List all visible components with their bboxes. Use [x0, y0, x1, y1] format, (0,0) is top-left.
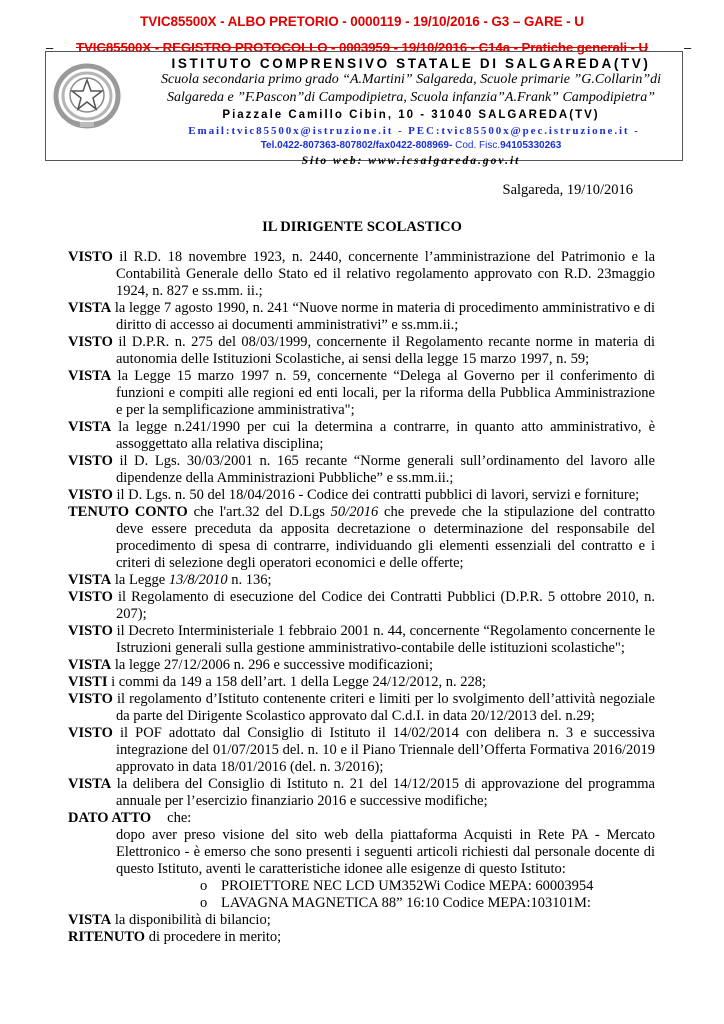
school-phone: Tel.0422-807363-807802/fax0422-808969-: [260, 140, 453, 151]
recital-text: il Regolamento di esecuzione del Codice dei Contratti Pubblici (D.P.R. 5 ottobre 2010, n. 207);: [112, 589, 655, 622]
recital-text: la delibera del Consiglio di Istituto n. 21 del 14/12/2015 di approvazione del programma annuale per l’esercizio finanziario 2016 e successive modifiche;: [111, 776, 655, 809]
protocollo-stamp: TVIC85500X - REGISTRO PROTOCOLLO - 0003959 - 19/10/2016 - C14a - Pratiche generali - U: [75, 40, 648, 55]
recital-paragraph: [68, 419, 655, 453]
recital-text: la legge 7 agosto 1990, n. 241 “Nuove norme in materia di procedimento amministrativo e di diritto di accesso ai documenti amministrativi” e ss.mm.ii.;: [111, 300, 655, 333]
recital-text: che prevede che la stipulazione del contratto deve essere preceduta da apposita decretazione o determinazione del responsabile del procedimento di spesa di contrarre, individuando gli elementi essenziali del contratto e i criteri di selezione degli operatori economici e delle offerte;: [116, 504, 655, 571]
recital-paragraph: [68, 674, 655, 691]
recital-text: la legge n.241/1990 per cui la determina a contrarre, in quanto atto amministrativo, è assoggettato alla relativa disciplina;: [111, 419, 655, 452]
closing-keyword: RITENUTO: [68, 929, 146, 945]
recital-keyword: VISTA: [68, 776, 112, 792]
school-subtitle-line1: Scuola secondaria primo grado “A.Martini” Salgareda, Scuole primarie ”G.Collarin”di: [161, 72, 661, 87]
recital-paragraph: [68, 504, 655, 572]
recital-text: il D. Lgs. n. 50 del 18/04/2016 - Codice dei contratti pubblici di lavori, servizi e forniture;: [112, 487, 640, 503]
recital-paragraph: [68, 572, 655, 589]
list-item-text: PROIETTORE NEC LCD UM352Wi Codice MEPA: 60003954: [221, 878, 594, 894]
recital-paragraph: [68, 300, 655, 334]
recital-keyword: VISTI: [68, 674, 108, 690]
recital-keyword: VISTO: [68, 691, 113, 707]
list-bullet: o: [200, 878, 208, 894]
document-title: IL DIRIGENTE SCOLASTICO: [262, 219, 462, 235]
school-name: ISTITUTO COMPRENSIVO STATALE DI SALGAREDA(TV): [171, 56, 651, 71]
recital-paragraph: [68, 368, 655, 419]
recital-text: il D. Lgs. 30/03/2001 n. 165 recante “Norme generali sull’ordinamento del lavoro alle dipendenze della Amministrazioni Pubbliche” e ss.mm.ii.;: [112, 453, 655, 486]
recital-paragraph: [68, 657, 655, 674]
list-item: [68, 878, 655, 895]
recital-keyword: VISTO: [68, 453, 113, 469]
stamp-dash-right: –: [684, 40, 692, 55]
recital-keyword: VISTA: [68, 300, 112, 316]
recital-keyword: VISTO: [68, 487, 113, 503]
list-item-text: LAVAGNA MAGNETICA 88” 16:10 Codice MEPA:103101M:: [221, 895, 591, 911]
closing-text: la disponibilità di bilancio;: [111, 912, 271, 928]
closing-line: [68, 912, 655, 929]
recital-paragraph: [68, 334, 655, 368]
recital-text: i commi da 149 a 158 dell’art. 1 della Legge 24/12/2012, n. 228;: [107, 674, 487, 690]
document-body: [68, 249, 655, 946]
recital-paragraph: [68, 249, 655, 300]
recital-text: il Decreto Interministeriale 1 febbraio 2001 n. 44, concernente “Regolamento concernente le Istruzioni generali sulla gestione amministrativo-contabile delle istituzioni scolastiche";: [112, 623, 655, 656]
recitals-list: [68, 249, 655, 810]
stamp-dash-left: –: [46, 40, 54, 55]
recital-paragraph: [68, 589, 655, 623]
recital-text: il R.D. 18 novembre 1923, n. 2440, concernente l’amministrazione del Patrimonio e la Contabilità Generale dello Stato ed il relativo regolamento approvato con R.D. 23maggio 1924, n. 827 e ss.mm. ii.;: [112, 249, 655, 299]
closing-keyword: VISTA: [68, 912, 112, 928]
school-address: Piazzale Camillo Cibin, 10 - 31040 SALGAREDA(TV): [222, 109, 600, 121]
recital-text: il POF adottato dal Consiglio di Istituto il 14/02/2014 con delibera n. 3 e successiva integrazione del 01/07/2015 del. n. 10 e il Piano Triennale dell’Offerta Formativa 2016/2019 approvato in data 18/01/2016 (del. n. 3/2016);: [112, 725, 655, 775]
list-bullet: o: [200, 895, 208, 911]
recital-keyword: VISTA: [68, 572, 112, 588]
dato-atto-text: dopo aver preso visione del sito web della piattaforma Acquisti in Rete PA - Mercato Elettronico - è emerso che sono presenti i seguenti articoli richiesti dal personale docente di questo Istituto, aventi le caratteristiche idonee alle esigenze di questo Istituto:: [116, 827, 655, 877]
school-website[interactable]: Sito web: www.icsalgareda.gov.it: [301, 155, 521, 167]
recital-paragraph: [68, 487, 655, 504]
tax-code-label: Cod. Fisc.: [452, 140, 501, 151]
school-email[interactable]: Email:tvic85500x@istruzione.it - PEC:tvic85500x@pec.istruzione.it -: [188, 125, 640, 137]
recital-text: la Legge 15 marzo 1997 n. 59, concernente “Delega al Governo per il conferimento di funzioni e compiti alle regioni ed enti locali, per la riforma della Pubblica Amministrazione e per la semplificazione amministrativa";: [111, 368, 655, 418]
recital-keyword: VISTA: [68, 657, 112, 673]
recital-keyword: TENUTO CONTO: [68, 504, 188, 520]
recital-keyword: VISTA: [68, 368, 112, 384]
tax-code-value: 94105330263: [500, 140, 562, 151]
recital-paragraph: [68, 453, 655, 487]
recital-text: la Legge: [111, 572, 169, 588]
dato-atto-line: [68, 810, 655, 827]
items-list: [68, 878, 655, 912]
recital-keyword: VISTA: [68, 419, 112, 435]
closing-text: di procedere in merito;: [145, 929, 282, 945]
recital-paragraph: [68, 623, 655, 657]
albo-pretorio-stamp: TVIC85500X - ALBO PRETORIO - 0000119 - 19/10/2016 - G3 – GARE - U: [140, 14, 584, 29]
recital-text: il regolamento d’Istituto contenente criteri e limiti per lo svolgimento dell’attività negoziale da parte del Dirigente Scolastico approvato dal C.d.I. in data 20/12/2013 del. n.29;: [112, 691, 655, 724]
recital-keyword: VISTO: [68, 249, 113, 265]
dato-atto-che: che:: [167, 810, 192, 826]
recital-paragraph: [68, 691, 655, 725]
dato-atto-keyword: DATO ATTO: [68, 810, 152, 826]
document-date: Salgareda, 19/10/2016: [502, 182, 633, 198]
recital-text: che l'art.32 del D.Lgs: [187, 504, 331, 520]
recital-text: la legge 27/12/2006 n. 296 e successive modificazioni;: [111, 657, 433, 673]
recital-keyword: VISTO: [68, 725, 113, 741]
closing-line: [68, 929, 655, 946]
recital-italic-text: 50/2016: [330, 504, 379, 520]
recital-paragraph: [68, 776, 655, 810]
letterhead: [45, 51, 683, 167]
list-item: [68, 895, 655, 912]
recital-keyword: VISTO: [68, 334, 113, 350]
recital-text: il D.P.R. n. 275 del 08/03/1999, concernente il Regolamento recante norme in materia di autonomia delle Istituzioni Scolastiche, ai sensi della legge 15 marzo 1997, n. 59;: [112, 334, 655, 367]
recital-text: n. 136;: [227, 572, 272, 588]
school-phone-line: [146, 140, 676, 151]
recital-keyword: VISTO: [68, 589, 113, 605]
school-subtitle-line2: Salgareda e ”F.Pascon”di Campodipietra, Scuola infanzia”A.Frank” Campodipietra”: [166, 90, 656, 105]
recital-italic-text: 13/8/2010: [168, 572, 228, 588]
recital-keyword: VISTO: [68, 623, 113, 639]
republic-emblem-icon: [52, 58, 122, 130]
recital-paragraph: [68, 725, 655, 776]
